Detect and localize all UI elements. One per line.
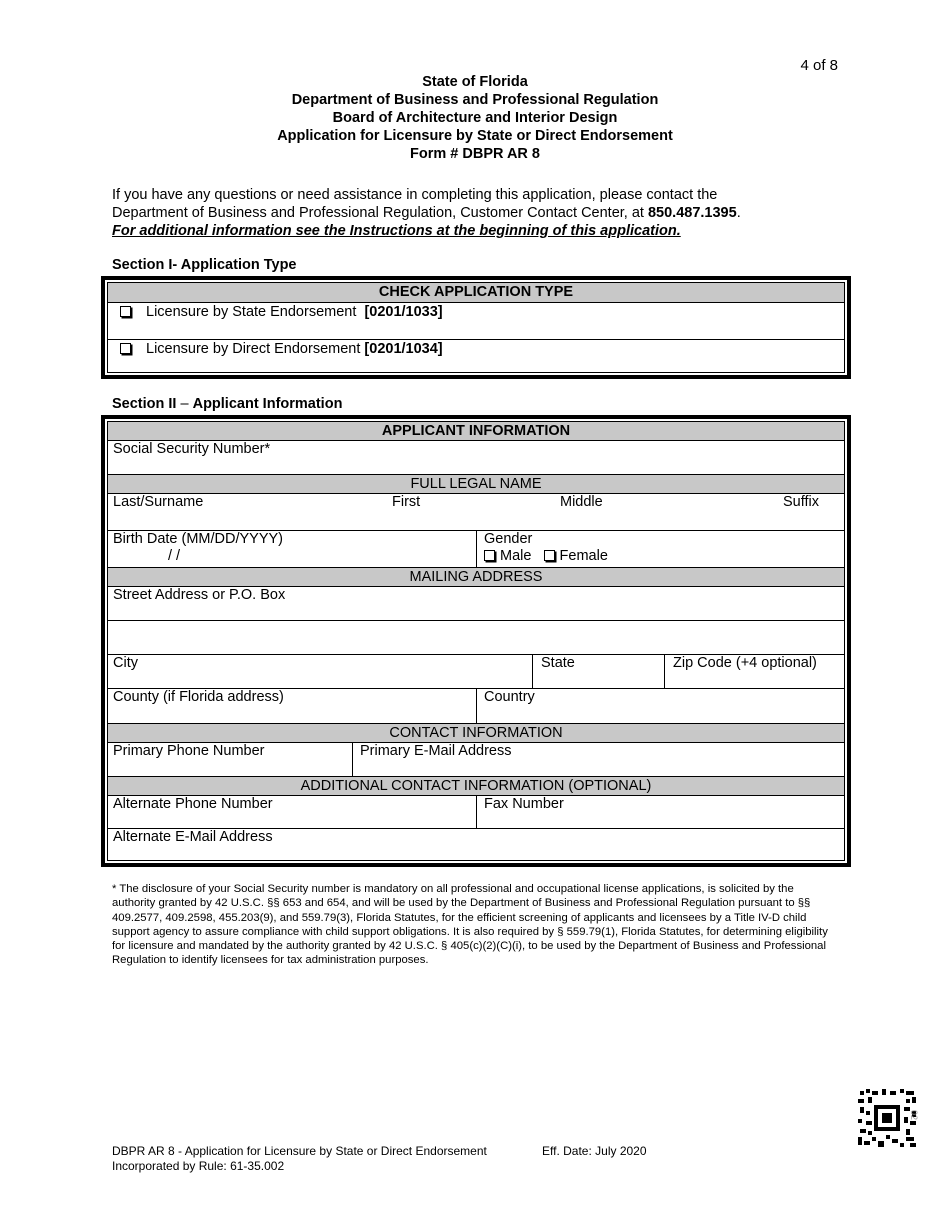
gender-label: Gender [484, 531, 533, 547]
female-checkbox[interactable] [544, 550, 555, 561]
applicant-information-table [101, 415, 851, 867]
intro-paragraph [112, 186, 832, 240]
alternate-email-field[interactable] [108, 829, 844, 862]
section-1-label: Section I- Application Type [112, 257, 297, 273]
direct-endorsement-code: [0201/1034] [364, 341, 443, 357]
footer-form-title: DBPR AR 8 - Application for Licensure by State or Direct Endorsement [112, 1144, 487, 1158]
street-address-field[interactable] [108, 587, 844, 620]
city-state-zip-row [108, 655, 844, 689]
city-field[interactable] [108, 655, 532, 688]
country-label: Country [484, 689, 535, 705]
state-field[interactable] [532, 655, 664, 688]
county-label: County (if Florida address) [113, 689, 284, 705]
state-label: State [541, 655, 575, 671]
primary-phone-field[interactable] [108, 743, 352, 776]
contact-phone: 850.487.1395 [647, 205, 737, 221]
county-country-row [108, 689, 844, 724]
footer-effective-date: Eff. Date: July 2020 [542, 1144, 647, 1158]
application-type-header: CHECK APPLICATION TYPE [108, 283, 844, 303]
name-row [108, 494, 844, 531]
direct-endorsement-label: Licensure by Direct Endorsement [146, 341, 361, 357]
female-option[interactable] [544, 548, 608, 564]
state-endorsement-label: Licensure by State Endorsement [146, 304, 357, 320]
full-legal-name-header: FULL LEGAL NAME [108, 475, 844, 494]
birth-date-slashes: / / [168, 548, 181, 564]
qr-code-icon [858, 1089, 916, 1147]
birth-gender-row [108, 531, 844, 568]
birth-date-label: Birth Date (MM/DD/YYYY) [113, 531, 283, 547]
header-department: Department of Business and Professional Regulation [291, 92, 659, 108]
ssn-field[interactable] [108, 441, 844, 474]
barcode-code: 02 [909, 1110, 919, 1121]
additional-contact-header: ADDITIONAL CONTACT INFORMATION (OPTIONAL) [108, 777, 844, 796]
header-state: State of Florida [422, 74, 528, 90]
state-endorsement-code: [0201/1033] [364, 304, 443, 320]
ssn-disclosure-footnote: * The disclosure of your Social Security number is mandatory on all professional and occupational license applications, is solicited by the authority granted by 42 U.S.C. §§ 653 and 654, and will be used by the Department of Business and Professional Regulation pursuant to §§ 409.2577, 409.2598, 455.203(9), and 559.79(3), Florida Statutes, for the efficient screening of applicants and licensees by a Title IV-D child support agency to assure compliance with child support obligations. It is also required by § 559.79(1), Florida Statutes, for determining eligibility for licensure and mandated by the authority granted by 42 U.S.C. § 405(c)(2)(C)(i), to be used by the Department of Business and Professional Regulation to identify licensees for tax administration purposes. [112, 883, 828, 967]
county-field[interactable] [108, 689, 476, 723]
ssn-label: Social Security Number* [113, 441, 271, 457]
header-form-number: Form # DBPR AR 8 [410, 146, 540, 162]
zip-code-field[interactable] [664, 655, 844, 688]
alternate-email-label: Alternate E-Mail Address [113, 829, 273, 845]
last-name-field[interactable] [108, 494, 388, 530]
suffix-field[interactable] [778, 494, 840, 530]
middle-name-label: Middle [560, 494, 603, 510]
country-field[interactable] [476, 689, 844, 723]
middle-name-field[interactable] [555, 494, 755, 530]
gender-options [482, 548, 839, 565]
fax-number-field[interactable] [476, 796, 844, 828]
state-endorsement-option[interactable] [120, 304, 443, 320]
header-application-title: Application for Licensure by State or Direct Endorsement [277, 128, 673, 144]
male-checkbox[interactable] [484, 550, 495, 561]
street-row-1 [108, 587, 844, 621]
street-address-label: Street Address or P.O. Box [113, 587, 286, 603]
form-header [0, 73, 950, 163]
first-name-field[interactable] [387, 494, 547, 530]
gender-field [476, 531, 844, 567]
page-number: 4 of 8 [800, 57, 838, 74]
primary-contact-row [108, 743, 844, 777]
applicant-info-header: APPLICANT INFORMATION [108, 422, 844, 441]
fax-number-label: Fax Number [484, 796, 564, 812]
intro-line-2 [112, 204, 832, 222]
female-label: Female [559, 548, 608, 564]
alternate-phone-label: Alternate Phone Number [113, 796, 273, 812]
direct-endorsement-row [108, 340, 844, 375]
intro-line-1: If you have any questions or need assistance in completing this application, please contact the [112, 187, 718, 203]
instructions-note: For additional information see the Instructions at the beginning of this application. [112, 223, 681, 239]
zip-code-label: Zip Code (+4 optional) [673, 655, 817, 671]
intro-period: . [736, 205, 741, 221]
header-board: Board of Architecture and Interior Design [332, 110, 618, 126]
contact-information-header: CONTACT INFORMATION [108, 724, 844, 743]
ssn-row [108, 441, 844, 475]
male-label: Male [500, 548, 532, 564]
mailing-address-header: MAILING ADDRESS [108, 568, 844, 587]
primary-email-label: Primary E-Mail Address [360, 743, 512, 759]
primary-email-field[interactable] [352, 743, 844, 776]
primary-phone-label: Primary Phone Number [113, 743, 265, 759]
direct-endorsement-checkbox[interactable] [120, 343, 131, 354]
alternate-phone-field[interactable] [108, 796, 476, 828]
birth-date-field[interactable] [108, 531, 476, 567]
page-footer [112, 1144, 647, 1174]
application-type-table [101, 276, 851, 379]
suffix-label: Suffix [783, 494, 820, 510]
direct-endorsement-option[interactable] [120, 341, 443, 357]
first-name-label: First [392, 494, 421, 510]
section-2-label-b: Applicant Information [192, 396, 343, 412]
alternate-email-row [108, 829, 844, 862]
male-option[interactable] [484, 548, 531, 564]
last-name-label: Last/Surname [113, 494, 204, 510]
section-2-label-a: Section II [112, 396, 177, 412]
footer-rule: Incorporated by Rule: 61-35.002 [112, 1159, 285, 1173]
alternate-contact-row [108, 796, 844, 829]
state-endorsement-row [108, 303, 844, 340]
state-endorsement-checkbox[interactable] [120, 306, 131, 317]
intro-line-2-text: Department of Business and Professional Regulation, Customer Contact Center, at [112, 205, 648, 221]
section-2-label-dash: – [176, 396, 193, 412]
street-row-2[interactable] [108, 621, 844, 655]
city-label: City [113, 655, 138, 671]
section-2-label [112, 396, 342, 412]
